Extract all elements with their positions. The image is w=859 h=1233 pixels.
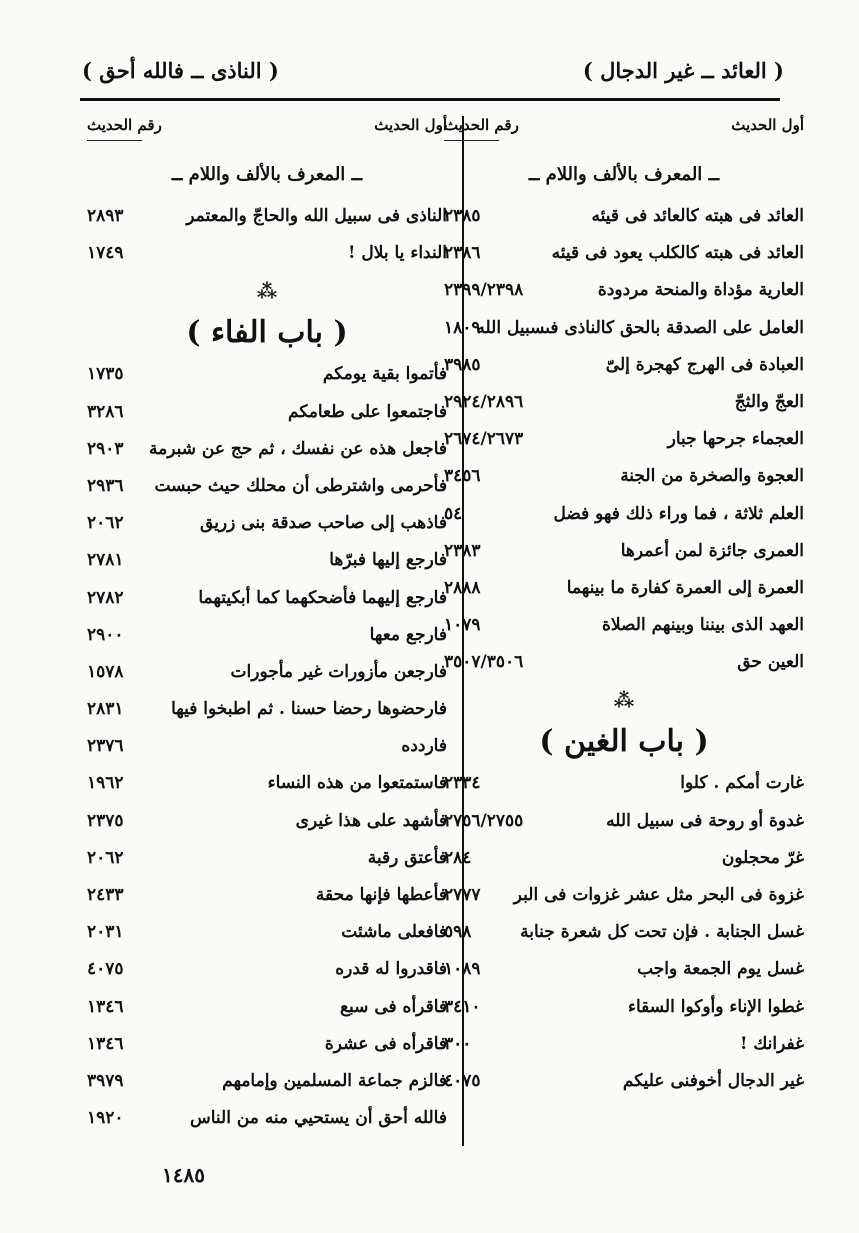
- right-column: [444, 110, 804, 1160]
- entry-first-words: فارجعن مأزورات غير مأجورات: [230, 661, 447, 682]
- entry-first-words: الناذى فى سبيل الله والحاجّ والمعتمر: [186, 206, 447, 226]
- entry-first-words: العبادة فى الهرج كهجرة إلىّ: [605, 354, 804, 375]
- index-entry: [87, 507, 447, 544]
- entry-first-words: فارجع معها: [369, 624, 447, 645]
- asterism: ⁂: [613, 688, 635, 713]
- entry-hadith-number: ١٥٧٨: [87, 661, 124, 682]
- entry-first-words: فارجع إليهما فأضحكهما كما أبكيتهما: [198, 587, 447, 608]
- index-entry: [444, 498, 804, 535]
- entry-first-words: غطوا الإناء وأوكوا السقاء: [627, 996, 804, 1017]
- entry-hadith-number: ٣٩٧٩: [87, 1070, 124, 1091]
- index-entry: [87, 842, 447, 879]
- entry-hadith-number: ٢٨٣١: [87, 699, 124, 720]
- section-title: ــ المعرف بالألف واللام ــ: [171, 164, 363, 185]
- entry-hadith-number: ٢٧٥٦/٢٧٥٥: [444, 810, 524, 831]
- entry-list: [87, 358, 447, 1139]
- index-entry: [444, 349, 804, 386]
- entry-first-words: العجماء جرحها جبار: [667, 429, 804, 450]
- entry-first-words: فارحضوها رحضا حسنا . ثم اطبخوا فيها: [171, 699, 447, 720]
- index-entry: [444, 767, 804, 804]
- column-heading: [444, 110, 804, 146]
- entry-hadith-number: ٤٠٧٥: [87, 959, 124, 980]
- entry-first-words: غير الدجال أخوفنى عليكم: [622, 1070, 804, 1091]
- index-entry: [87, 200, 447, 237]
- running-header-right: ( العائد ــ غير الدجال ): [582, 58, 784, 83]
- index-entry: [87, 470, 447, 507]
- entry-first-words: غارت أمكم . كلوا: [680, 773, 804, 794]
- entry-first-words: العارية مؤداة والمنحة مردودة: [597, 280, 804, 301]
- entry-hadith-number: ١٣٤٦: [87, 996, 124, 1017]
- index-entry: [87, 1065, 447, 1102]
- entry-hadith-number: ٢٩٠٣: [87, 438, 124, 459]
- entry-first-words: غدوة أو روحة فى سبيل الله: [606, 810, 804, 831]
- heading-hadith-number: رقم الحديث: [444, 116, 519, 134]
- index-entry: [444, 460, 804, 497]
- entry-first-words: العهد الذى بيننا وبينهم الصلاة: [601, 615, 804, 636]
- entry-hadith-number: ٢٣٨٣: [444, 540, 481, 561]
- entry-list: [444, 767, 804, 1102]
- entry-hadith-number: ٢٧٧٧: [444, 885, 481, 905]
- entry-hadith-number: ٢٣٧٦: [87, 736, 124, 757]
- entry-first-words: العجوة والصخرة من الجنة: [620, 466, 804, 487]
- entry-hadith-number: ٢٣٩٩/٢٣٩٨: [444, 280, 524, 301]
- index-entry: [87, 433, 447, 470]
- entry-hadith-number: ١٧٤٩: [87, 243, 124, 264]
- index-entry: [444, 386, 804, 423]
- entry-first-words: غسل الجنابة . فإن تحت كل شعرة جنابة: [520, 922, 804, 943]
- entry-hadith-number: ٢٠٣١: [87, 922, 124, 943]
- entry-first-words: فاجعل هذه عن نفسك ، ثم حج عن شبرمة: [148, 438, 447, 459]
- index-entry: [87, 1028, 447, 1065]
- index-entry: [444, 646, 804, 683]
- index-entry: [87, 619, 447, 656]
- index-entry: [87, 358, 447, 395]
- index-entry: [87, 879, 447, 916]
- index-entry: [444, 1065, 804, 1102]
- index-entry: [87, 916, 447, 953]
- index-entry: [444, 535, 804, 572]
- entry-first-words: العامل على الصدقة بالحق كالناذى فىسبيل الله: [476, 317, 804, 338]
- entry-hadith-number: ٢٨٤: [444, 847, 472, 868]
- index-entry: [444, 991, 804, 1028]
- index-entry: [444, 423, 804, 460]
- entry-hadith-number: ١٩٢٠: [87, 1108, 124, 1129]
- entry-first-words: فأعطها فإنها محقة: [315, 885, 447, 905]
- entry-list: [444, 200, 804, 683]
- entry-first-words: فاقدروا له قدره: [335, 959, 447, 980]
- entry-first-words: فأشهد على هذا غيرى: [295, 810, 447, 831]
- entry-hadith-number: ٢٠٦٢: [87, 847, 124, 868]
- index-entry: [87, 582, 447, 619]
- index-entry: [87, 730, 447, 767]
- entry-hadith-number: ٤٠٧٥: [444, 1070, 481, 1091]
- index-entry: [87, 237, 447, 274]
- entry-hadith-number: ٢٨٨٨: [444, 577, 481, 598]
- index-entry: [87, 991, 447, 1028]
- index-entry: [444, 879, 804, 916]
- entry-first-words: العمرى جائزة لمن أعمرها: [620, 540, 804, 561]
- index-entry: [87, 656, 447, 693]
- entry-hadith-number: ٣٩٨٥: [444, 354, 481, 375]
- entry-first-words: العائد فى هبته كالعائد فى قيئه: [591, 206, 804, 226]
- entry-hadith-number: ٣٤٥٦: [444, 466, 481, 487]
- index-entry: [87, 1102, 447, 1139]
- chapter-title: ( باب الفاء ): [186, 315, 348, 351]
- entry-first-words: العلم ثلاثة ، فما وراء ذلك فهو فضل: [553, 503, 804, 524]
- entry-first-words: العجّ والثجّ: [734, 391, 804, 412]
- entry-first-words: فارجع إليها فبرّها: [329, 550, 447, 571]
- asterism: ⁂: [256, 279, 278, 304]
- entry-first-words: العمرة إلى العمرة كفارة ما بينهما: [566, 577, 804, 598]
- index-entry: [444, 805, 804, 842]
- entry-first-words: فأعتق رقبة: [367, 847, 447, 868]
- index-entry: [444, 842, 804, 879]
- entry-hadith-number: ٢٩٣٦: [87, 475, 124, 496]
- entry-hadith-number: ١٠٨٩: [444, 959, 481, 980]
- entry-hadith-number: ٢٠٦٢: [87, 513, 124, 534]
- index-entry: [444, 572, 804, 609]
- entry-first-words: فأحرمى واشترطى أن محلك حيث حبست: [154, 475, 447, 496]
- entry-hadith-number: ٢٩٠٠: [87, 624, 124, 645]
- entry-hadith-number: ٢٣٣٤: [444, 773, 481, 794]
- entry-hadith-number: ١٩٦٢: [87, 773, 124, 794]
- entry-first-words: فاستمتعوا من هذه النساء: [267, 773, 447, 794]
- heading-first-words: أول الحديث: [374, 116, 447, 134]
- entry-hadith-number: ٥٩٨: [444, 922, 472, 943]
- index-entry: [87, 396, 447, 433]
- index-entry: [87, 544, 447, 581]
- entry-list: [87, 200, 447, 274]
- entry-first-words: غرّ محجلون: [721, 847, 804, 868]
- entry-hadith-number: ١٣٤٦: [87, 1033, 124, 1054]
- heading-first-words: أول الحديث: [731, 116, 804, 134]
- index-entry: [87, 693, 447, 730]
- entry-hadith-number: ٢٦٧٤/٢٦٧٣: [444, 429, 524, 450]
- section-title: ــ المعرف بالألف واللام ــ: [528, 164, 720, 185]
- entry-hadith-number: ٢٧٨١: [87, 550, 124, 571]
- index-entry: [87, 805, 447, 842]
- entry-hadith-number: ٢٤٣٣: [87, 885, 124, 905]
- index-entry: [444, 1028, 804, 1065]
- entry-hadith-number: ٣٢٨٦: [87, 401, 124, 422]
- heading-underline: [444, 140, 499, 141]
- index-entry: [444, 274, 804, 311]
- index-entry: [87, 953, 447, 990]
- entry-hadith-number: ٢٣٨٥: [444, 206, 481, 226]
- entry-first-words: فالزم جماعة المسلمين وإمامهم: [222, 1070, 447, 1091]
- entry-first-words: غسل يوم الجمعة واجب: [637, 959, 804, 980]
- index-entry: [444, 312, 804, 349]
- index-entry: [87, 767, 447, 804]
- index-entry: [444, 916, 804, 953]
- entry-first-words: غفرانك !: [739, 1033, 804, 1054]
- entry-first-words: النداء يا بلال !: [347, 243, 447, 264]
- page-number: ١٤٨٥: [162, 1163, 205, 1187]
- entry-hadith-number: ١٨٠٩: [444, 317, 481, 338]
- index-entry: [444, 237, 804, 274]
- heading-hadith-number: رقم الحديث: [87, 116, 162, 134]
- entry-hadith-number: ٢٣٨٦: [444, 243, 481, 264]
- entry-first-words: فاقرأه فى عشرة: [324, 1033, 447, 1054]
- index-entry: [444, 609, 804, 646]
- entry-hadith-number: ٣٥٠٧/٣٥٠٦: [444, 652, 524, 673]
- entry-hadith-number: ٢٩٢٤/٢٨٩٦: [444, 391, 524, 412]
- entry-first-words: فالله أحق أن يستحيي منه من الناس: [189, 1108, 447, 1129]
- column-heading: [87, 110, 447, 146]
- index-entry: [444, 200, 804, 237]
- entry-first-words: فأتموا بقية يومكم: [322, 364, 447, 385]
- entry-hadith-number: ١٠٧٩: [444, 615, 481, 636]
- entry-hadith-number: ٣٠٠: [444, 1033, 472, 1054]
- entry-first-words: فاجتمعوا على طعامكم: [288, 401, 447, 422]
- entry-first-words: فاقرأه فى سبع: [340, 996, 447, 1017]
- entry-first-words: فاردده: [401, 736, 447, 757]
- entry-hadith-number: ٥٤: [444, 503, 463, 524]
- chapter-title: ( باب الغين ): [539, 724, 709, 760]
- entry-hadith-number: ٣٤١٠: [444, 996, 481, 1017]
- index-entry: [444, 953, 804, 990]
- left-column: [87, 110, 447, 1160]
- entry-hadith-number: ٢٨٩٣: [87, 206, 124, 226]
- heading-underline: [87, 140, 142, 141]
- entry-first-words: فاذهب إلى صاحب صدقة بنى زريق: [200, 513, 447, 534]
- entry-first-words: غزوة فى البحر مثل عشر غزوات فى البر: [513, 885, 804, 905]
- header-rule: [80, 98, 780, 101]
- entry-first-words: العين حق: [737, 652, 804, 673]
- entry-first-words: فافعلى ماشئت: [341, 922, 447, 943]
- entry-hadith-number: ١٧٣٥: [87, 364, 124, 385]
- entry-hadith-number: ٢٧٨٢: [87, 587, 124, 608]
- running-header-left: ( الناذى ــ فالله أحق ): [82, 58, 279, 83]
- entry-first-words: العائد فى هبته كالكلب يعود فى قيئه: [551, 243, 804, 264]
- entry-hadith-number: ٢٣٧٥: [87, 810, 124, 831]
